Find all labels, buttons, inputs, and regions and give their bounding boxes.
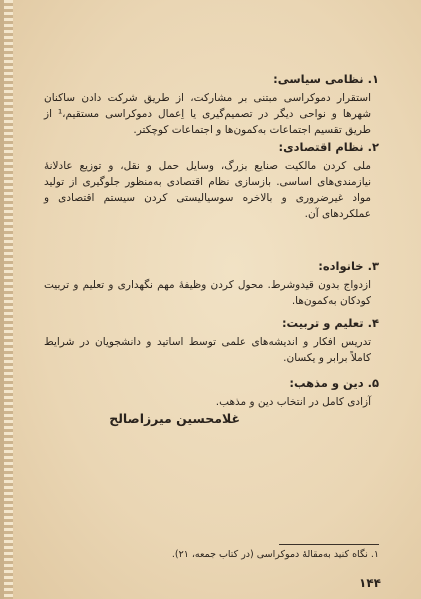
section-religion <box>44 376 379 410</box>
section-heading: ۴. تعلیم و تربیت: <box>281 316 379 330</box>
page-number: ۱۴۴ <box>359 576 381 590</box>
footnote-divider <box>279 544 379 545</box>
perforated-edge <box>4 0 13 599</box>
section-heading: ۵. دین و مذهب: <box>289 376 379 390</box>
section-economic-system <box>44 140 379 222</box>
section-education <box>44 316 379 366</box>
section-political-system <box>44 72 379 138</box>
section-body: تدریس افکار و اندیشه‌های علمی توسط اساتید و دانشجویان در شرایط کاملاً برابر و یکسان. <box>44 336 371 364</box>
author-signature: غلامحسین میرزاصالح <box>109 411 240 426</box>
footnote: ۱. نگاه کنید به‌مقالهٔ دموکراسی (در کتاب جمعه، ۲۱). <box>171 549 379 560</box>
section-body: آزادی کامل در انتخاب دین و مذهب. <box>215 396 371 408</box>
section-body: ملی کردن مالکیت صنایع بزرگ، وسایل حمل و نقل، و توزیع عادلانهٔ نیازمندی‌های اساسی. بازسازی نظام اقتصادی به‌منظور جلوگیری از تولید مواد غیرضروری و بالاخره سوسیالیستی کردن سیستم اقتصادی و عملکردهای آن. <box>44 160 371 220</box>
section-heading: ۱. نظامی سیاسی: <box>273 72 379 86</box>
section-family <box>44 259 379 309</box>
section-heading: ۲. نظام اقتصادی: <box>278 140 379 154</box>
section-heading: ۳. خانواده: <box>318 259 379 273</box>
section-body: استقرار دموکراسی مبتنی بر مشارکت، از طریق شرکت دادن ساکنان شهرها و نواحی دیگر در تصمیم‌گیری یا اِعمال دموکراسی مستقیم،¹ از طریق تقسیم اجتماعات به‌کمون‌ها و اجتماعات کوچکتر. <box>44 92 371 136</box>
section-body: ازدواج بدون قیدوشرط. محول کردن وظیفهٔ مهم نگهداری و تعلیم و تربیت کودکان به‌کمون‌ها. <box>44 279 371 307</box>
